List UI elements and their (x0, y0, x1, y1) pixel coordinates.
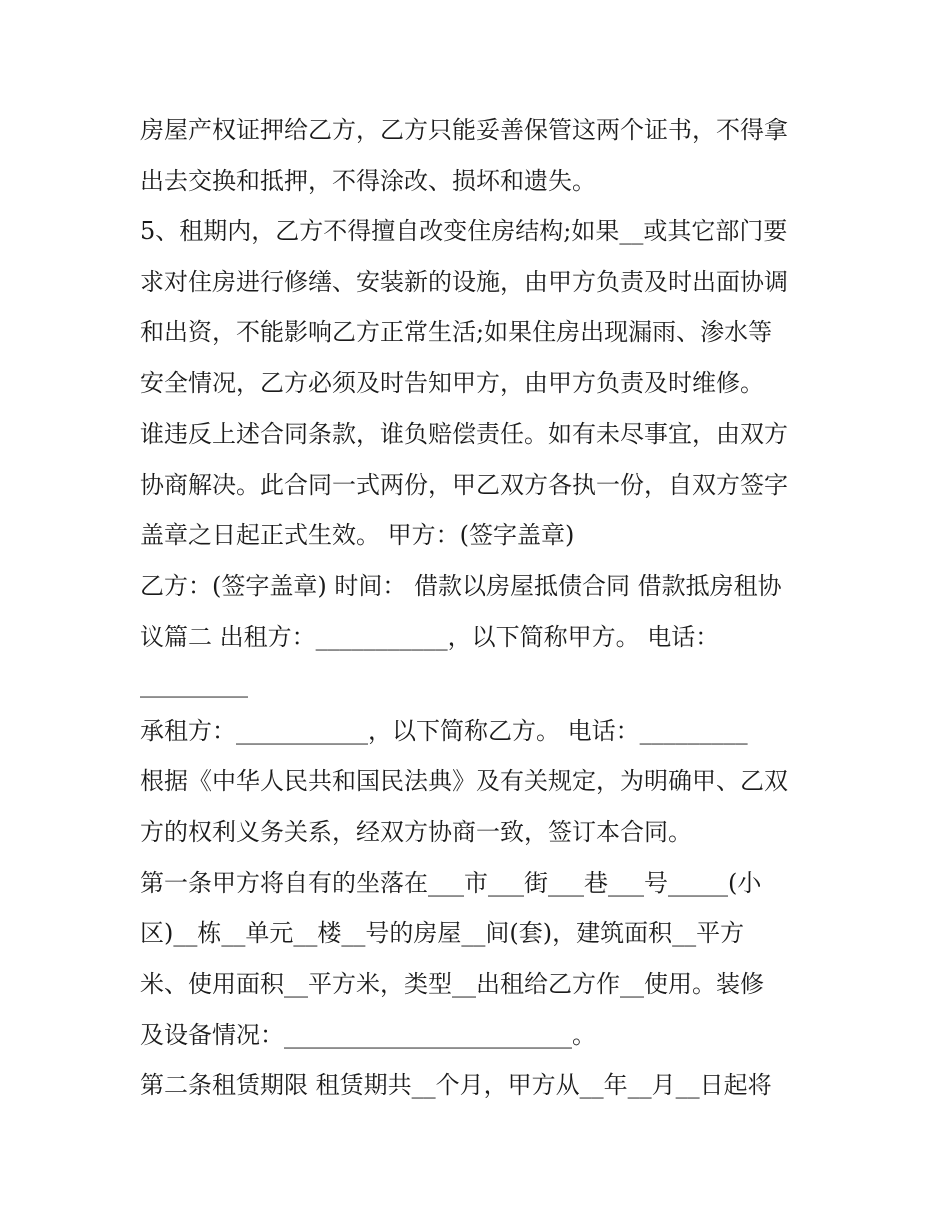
text-line: 承租方：___________，以下简称乙方。 电话：_________ (140, 717, 748, 745)
text-line: 米、使用面积__平方米，类型__出租给乙方作__使用。装修 (140, 970, 764, 998)
text-line: 及设备情况：________________________。 (140, 1021, 596, 1049)
text-line: 根据《中华人民共和国民法典》及有关规定，为明确甲、乙双 (140, 767, 788, 795)
text-line: 方的权利义务关系，经双方协商一致，签订本合同。 (140, 818, 692, 846)
text-line: 房屋产权证押给乙方，乙方只能妥善保管这两个证书，不得拿 (140, 116, 788, 144)
text-line: 安全情况，乙方必须及时告知甲方，由甲方负责及时维修。 (140, 369, 764, 397)
text-line: 议篇二 出租方：___________，以下简称甲方。 电话： (140, 623, 720, 651)
text-line: 出去交换和抵押，不得涂改、损坏和遗失。 (140, 167, 596, 195)
text-line: 和出资，不能影响乙方正常生活;如果住房出现漏雨、渗水等 (140, 318, 773, 346)
text-line: 求对住房进行修缮、安装新的设施，由甲方负责及时出面协调 (140, 268, 788, 296)
text-line: 谁违反上述合同条款，谁负赔偿责任。如有未尽事宜，由双方 (140, 420, 788, 448)
text-line: 第二条租赁期限 租赁期共__个月，甲方从__年__月__日起将 (140, 1071, 772, 1099)
text-line: 盖章之日起正式生效。 甲方：(签字盖章) (140, 521, 575, 549)
text-line: 区)__栋__单元__楼__号的房屋__间(套)，建筑面积__平方 (140, 919, 745, 947)
text-line: 第一条甲方将自有的坐落在___市___街___巷___号_____(小 (140, 869, 762, 897)
text-line: 5、租期内，乙方不得擅自改变住房结构;如果__或其它部门要 (140, 217, 788, 245)
text-line: 乙方：(签字盖章) 时间： 借款以房屋抵债合同 借款抵房租协 (140, 572, 782, 600)
text-line: _________ (140, 670, 248, 698)
text-line: 协商解决。此合同一式两份，甲乙双方各执一份，自双方签字 (140, 471, 788, 499)
